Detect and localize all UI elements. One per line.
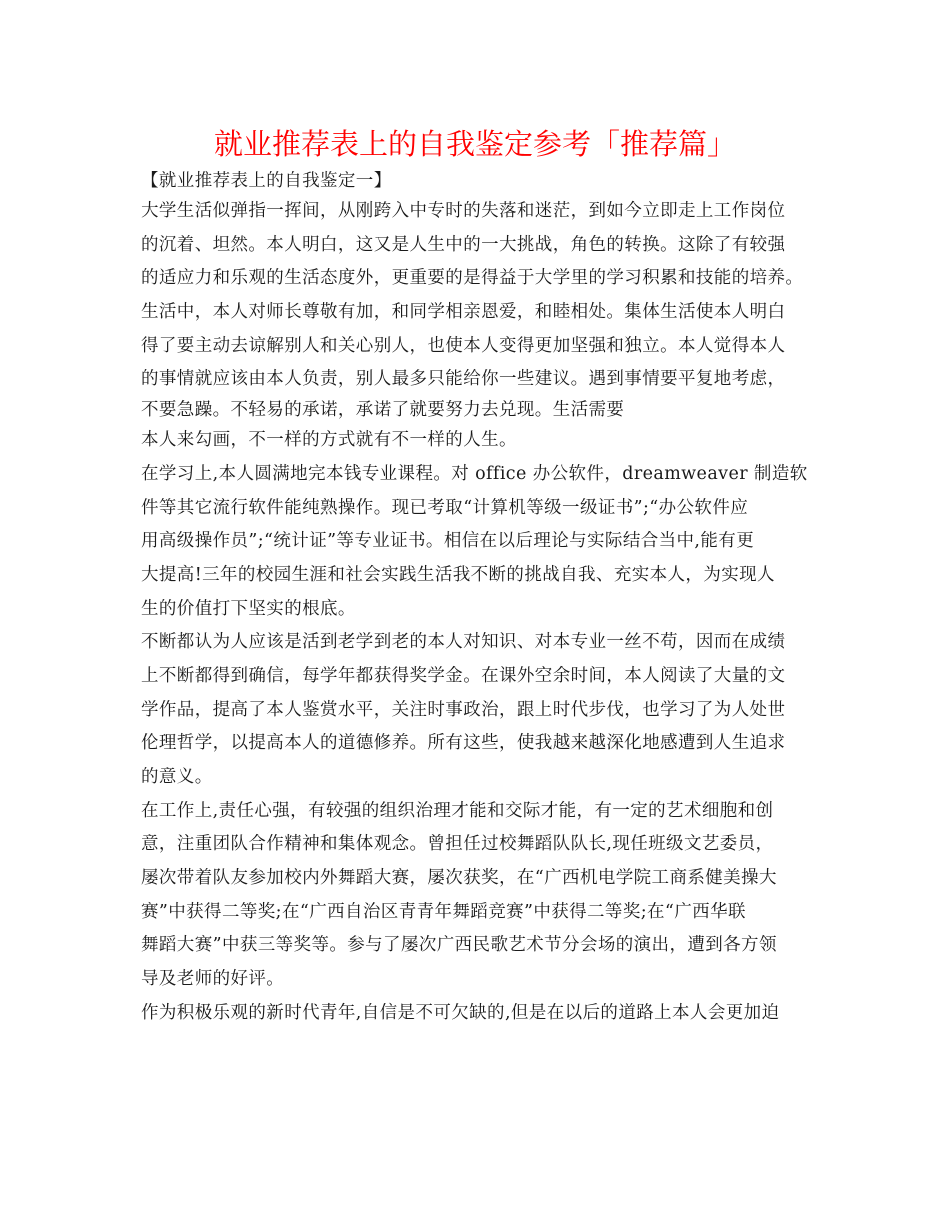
- paragraph-line: 伦理哲学，以提高本人的道德修养。所有这些，使我越来越深化地感遭到人生追求: [141, 733, 786, 754]
- paragraph-line: 不要急躁。不轻易的承诺，承诺了就要努力去兑现。生活需要: [141, 400, 625, 421]
- paragraph-line: 导及老师的好评。: [141, 969, 285, 990]
- paragraph-line: 在工作上,责任心强，有较强的组织治理才能和交际才能，有一定的艺术细胞和创: [141, 800, 774, 821]
- paragraph-line: 本人来勾画，不一样的方式就有不一样的人生。: [141, 430, 517, 451]
- paragraph-line: 上不断都得到确信，每学年都获得奖学金。在课外空余时间，本人阅读了大量的文: [141, 665, 786, 686]
- paragraph-line: 件等其它流行软件能纯熟操作。现已考取“计算机等级一级证书”;“办公软件应: [141, 497, 749, 518]
- paragraph-line: 意，注重团队合作精神和集体观念。曾担任过校舞蹈队队长,现任班级文艺委员，: [141, 834, 774, 855]
- paragraph-line: 得了要主动去谅解别人和关心别人，也使本人变得更加坚强和独立。本人觉得本人: [141, 335, 786, 356]
- paragraph-line: 在学习上,本人圆满地完本钱专业课程。对 office 办公软件，dreamweaver 制造软: [141, 463, 808, 484]
- paragraph-line: 的沉着、坦然。本人明白，这又是人生中的一大挑战，角色的转换。这除了有较强: [141, 234, 786, 255]
- paragraph-line: 不断都认为人应该是活到老学到老的本人对知识、对本专业一丝不苟，因而在成绩: [141, 632, 786, 653]
- document-title: 就业推荐表上的自我鉴定参考「推荐篇」: [213, 127, 736, 161]
- document-body: [141, 168, 831, 1031]
- paragraph-line: 大提高!三年的校园生涯和社会实践生活我不断的挑战自我、充实本人，为实现人: [141, 564, 775, 585]
- paragraph-line: 的事情就应该由本人负责，别人最多只能给你一些建议。遇到事情要平复地考虑，: [141, 369, 786, 390]
- section-heading: 【就业推荐表上的自我鉴定一】: [141, 171, 392, 191]
- paragraph-line: 生活中，本人对师长尊敬有加，和同学相亲恩爱，和睦相处。集体生活使本人明白: [141, 302, 786, 323]
- paragraph-line: 生的价值打下坚实的根底。: [141, 598, 356, 619]
- paragraph-line: 用高级操作员”;“统计证”等专业证书。相信在以后理论与实际结合当中,能有更: [141, 531, 755, 552]
- paragraph-line: 作为积极乐观的新时代青年,自信是不可欠缺的,但是在以后的道路上本人会更加迫: [141, 1002, 780, 1023]
- paragraph-line: 的意义。: [141, 767, 213, 787]
- paragraph-line: 学作品，提高了本人鉴赏水平，关注时事政治，跟上时代步伐，也学习了为人处世: [141, 699, 786, 720]
- paragraph-line: 赛”中获得二等奖;在“广西自治区青青年舞蹈竞赛”中获得二等奖;在“广西华联: [141, 901, 746, 922]
- paragraph-line: 屡次带着队友参加校内外舞蹈大赛，屡次获奖，在“广西机电学院工商系健美操大: [141, 868, 777, 889]
- paragraph-line: 舞蹈大赛”中获三等奖等。参与了屡次广西民歌艺术节分会场的演出，遭到各方领: [141, 935, 777, 956]
- paragraph-line: 大学生活似弹指一挥间，从刚跨入中专时的失落和迷茫，到如今立即走上工作岗位: [141, 201, 786, 221]
- paragraph-line: 的适应力和乐观的生活态度外，更重要的是得益于大学里的学习积累和技能的培养。: [141, 268, 804, 289]
